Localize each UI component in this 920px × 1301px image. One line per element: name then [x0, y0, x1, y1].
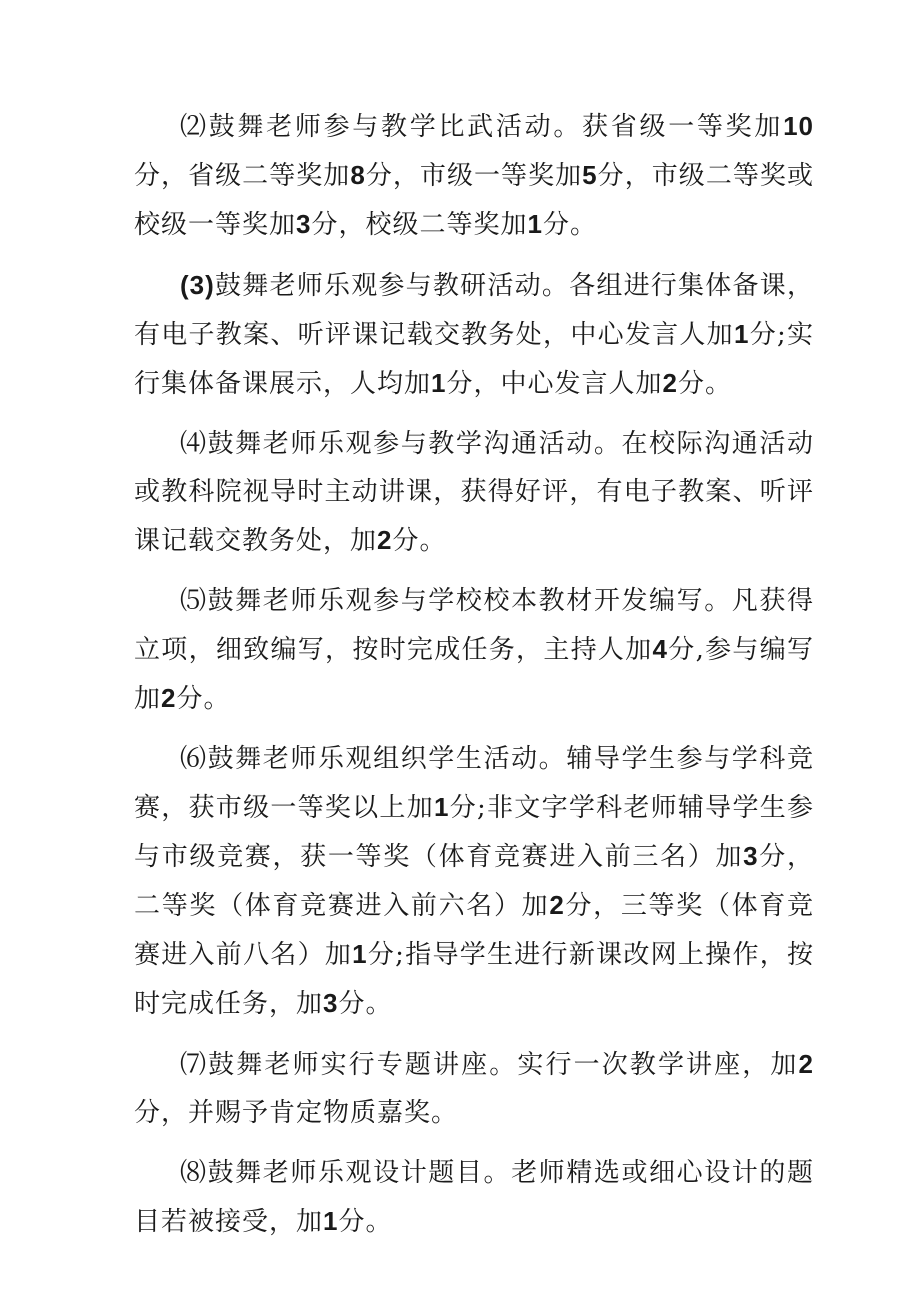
number-text: 2 [377, 525, 393, 555]
paragraph-5: ⑸鼓舞老师乐观参与学校校本教材开发编写。凡获得立项，细致编写，按时完成任务，主持人加4分,参与编写加2分。 [134, 586, 814, 714]
number-text: 2 [549, 890, 565, 920]
number-text: 3 [296, 209, 312, 239]
number-text: 3 [743, 841, 759, 871]
paragraph-3: (3)鼓舞老师乐观参与教研活动。各组进行集体备课，有电子教案、听评课记载交教务处，中心发言人加1分;实行集体备课展示，人均加1分，中心发言人加2分。 [134, 270, 814, 399]
number-text: 8 [350, 160, 366, 190]
paragraph-8: ⑻鼓舞老师乐观设计题目。老师精选或细心设计的题目若被接受，加1分。 [134, 1158, 814, 1237]
number-text: 1 [527, 209, 543, 239]
number-text: 1 [733, 319, 750, 349]
number-text: 1 [431, 368, 447, 398]
number-text: 1 [352, 939, 368, 969]
number-text: 4 [652, 634, 668, 664]
paragraph-6: ⑹鼓舞老师乐观组织学生活动。辅导学生参与学科竞赛，获市级一等奖以上加1分;非文字学科老师辅导学生参与市级竞赛，获一等奖（体育竞赛进入前三名）加3分，二等奖（体育竞赛进入前六名）加2分，三等奖（体育竞赛进入前八名）加1分;指导学生进行新课改网上操作，按时完成任务，加3分。 [134, 744, 814, 1019]
document-body [134, 102, 814, 1258]
number-text: 2 [161, 683, 177, 713]
number-text: 3 [323, 988, 339, 1018]
paragraph-4: ⑷鼓舞老师乐观参与教学沟通活动。在校际沟通活动或教科院视导时主动讲课，获得好评，有电子教案、听评课记载交教务处，加2分。 [134, 429, 814, 556]
paragraph-2: ⑵鼓舞老师参与教学比武活动。获省级一等奖加10分，省级二等奖加8分，市级一等奖加5分，市级二等奖或校级一等奖加3分，校级二等奖加1分。 [134, 111, 814, 240]
number-text: 5 [582, 160, 598, 190]
number-text: 1 [323, 1206, 339, 1236]
number-text: 2 [798, 1049, 814, 1079]
number-text: 10 [783, 111, 814, 141]
paragraph-7: ⑺鼓舞老师实行专题讲座。实行一次教学讲座，加2分，并赐予肯定物质嘉奖。 [134, 1049, 814, 1128]
number-text: 2 [662, 368, 678, 398]
number-text: 1 [433, 792, 450, 822]
number-text: (3) [180, 270, 215, 300]
